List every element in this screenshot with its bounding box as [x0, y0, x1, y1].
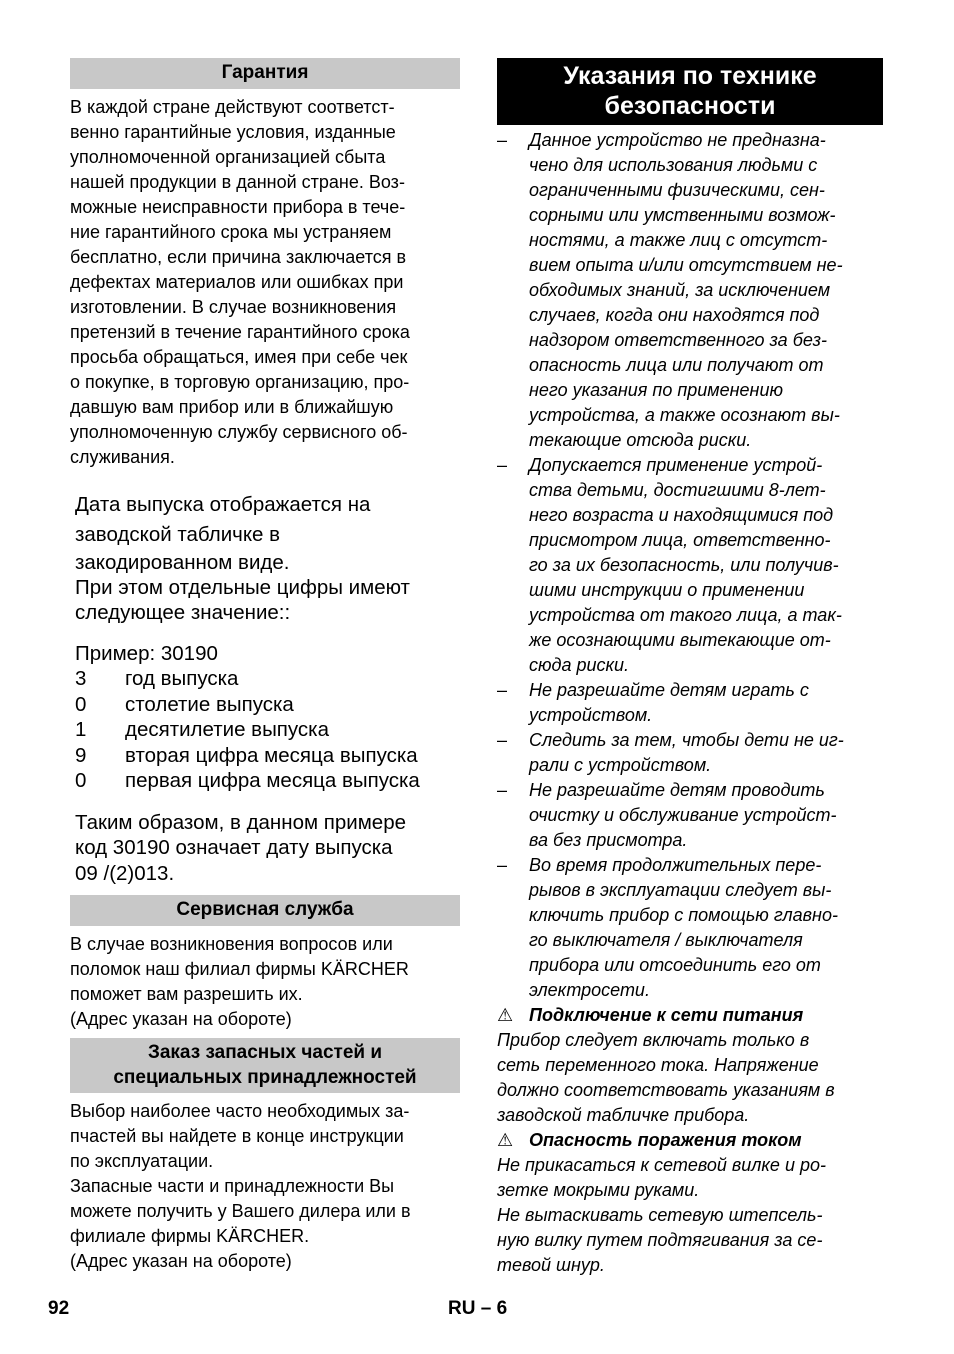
text-line: шими инструкции о применении — [529, 580, 805, 600]
digit-row — [75, 666, 460, 692]
power-warning — [497, 1003, 883, 1128]
text-line: него указания по применению — [529, 380, 783, 400]
dash-marker: – — [497, 680, 508, 700]
date-example: Пример: 30190 — [75, 642, 218, 665]
text-line: следующее значение:: — [75, 601, 291, 624]
digit-row — [75, 743, 460, 769]
digit: 3 — [75, 667, 87, 690]
text-line: можные неисправности прибора в тече- — [70, 197, 406, 217]
heading-line: Заказ запасных частей и — [147, 1042, 383, 1063]
list-item — [497, 128, 883, 453]
text-line: 09 /(2)013. — [75, 861, 175, 885]
text-line: обходимых знаний, за исключением — [529, 280, 831, 300]
digit: 0 — [75, 692, 87, 716]
text-line: тевой шнур. — [497, 1255, 605, 1275]
text-line: нашей продукции в данной стране. Воз- — [70, 172, 405, 192]
heading-line: Указания по технике — [563, 62, 817, 90]
text-line: устройством. — [529, 705, 653, 725]
text-line: сюда риски. — [529, 655, 630, 675]
warning-title-text: Опасность поражения током — [529, 1130, 802, 1150]
text-line: В случае возникновения вопросов или — [70, 934, 393, 954]
text-line: чено для использования людьми с — [529, 155, 818, 175]
text-line: ностями, а также лиц с отсутст- — [529, 230, 828, 250]
text-line: должно соответствовать указаниям в — [497, 1080, 835, 1100]
text-line: ние гарантийного срока мы устраняем — [70, 222, 392, 242]
list-item — [497, 728, 883, 778]
text-line: сеть переменного тока. Напряжение — [497, 1055, 819, 1075]
page-number: 92 — [48, 1298, 70, 1319]
warning-title — [497, 1128, 883, 1153]
text-line: поломок наш филиал фирмы KÄRCHER — [70, 959, 409, 979]
text-line: (Адрес указан на обороте) — [70, 1009, 292, 1029]
digit-meaning: год выпуска — [125, 667, 239, 690]
text-line: Не разрешайте детям играть с — [529, 680, 809, 700]
text-line: Данное устройство не предназна- — [529, 130, 826, 150]
text-line: поможет вам разрешить их. — [70, 984, 303, 1004]
text-line: надзором ответственного за без- — [529, 330, 827, 350]
text-line: ства детьми, достигшими 8-лет- — [529, 480, 826, 500]
digit: 1 — [75, 718, 87, 741]
section-page-label: RU – 6 — [448, 1298, 508, 1319]
shock-warning — [497, 1128, 883, 1278]
warranty-section — [70, 58, 460, 470]
text-line: него возраста и находящимися под — [529, 505, 834, 525]
production-date-section — [70, 490, 460, 886]
text-line: по эксплуатации. — [70, 1151, 214, 1171]
text-line: текающие отсюда риски. — [529, 430, 752, 450]
text-line: уполномоченную службу сервисного об- — [70, 422, 408, 442]
dash-marker: – — [497, 455, 508, 475]
digit: 9 — [75, 743, 87, 767]
digit-meaning: вторая цифра месяца выпуска — [125, 743, 418, 767]
text-line: Запасные части и принадлежности Вы — [70, 1176, 395, 1196]
text-line: прибора или отсоединить его от — [529, 955, 821, 975]
text-line: Следить за тем, чтобы дети не иг- — [529, 730, 844, 750]
spare-parts-section — [70, 1038, 460, 1274]
text-line: устройства, а также осознают вы- — [529, 405, 840, 425]
text-line: рали с устройством. — [529, 755, 712, 775]
text-line: Допускается применение устрой- — [529, 455, 823, 475]
text-line: рывов в эксплуатации следует вы- — [529, 880, 832, 900]
date-explanation — [75, 490, 460, 625]
text-line: вием опыта и/или отсутствием не- — [529, 255, 843, 275]
service-heading: Сервисная служба — [70, 895, 460, 926]
text-line: изготовлении. В случае возникновения — [70, 297, 397, 317]
warranty-text — [70, 95, 460, 470]
warning-triangle-icon: ⚠ — [497, 1005, 514, 1025]
text-line: претензий в течение гарантийного срока — [70, 322, 410, 342]
text-line: заводской табличке прибора. — [497, 1105, 750, 1125]
digit-row — [75, 768, 460, 794]
safety-list — [497, 128, 883, 1003]
text-line: закодированном виде. — [75, 551, 290, 574]
warning-title-text: Подключение к сети питания — [529, 1005, 804, 1025]
text-line: В каждой стране действуют соответст- — [70, 97, 395, 117]
list-item — [497, 853, 883, 1003]
warning-title — [497, 1003, 883, 1028]
text-line: При этом отдельные цифры имеют — [75, 576, 410, 599]
digit: 0 — [75, 769, 87, 792]
digit-meaning: столетие выпуска — [125, 692, 294, 716]
text-line: случаев, когда они находятся под — [529, 305, 820, 325]
text-line: код 30190 означает дату выпуска — [75, 836, 393, 859]
text-line: Не разрешайте детям проводить — [529, 780, 825, 800]
text-line: зетке мокрыми руками. — [497, 1180, 700, 1200]
text-line: давшую вам прибор или в ближайшую — [70, 397, 394, 417]
text-line: ва без присмотра. — [529, 830, 688, 850]
warning-triangle-icon: ⚠ — [497, 1130, 514, 1150]
service-section — [70, 895, 460, 1032]
heading-line: безопасности — [604, 92, 776, 120]
text-line: Таким образом, в данном примере — [75, 810, 407, 834]
text-line: (Адрес указан на обороте) — [70, 1251, 292, 1271]
text-line: венно гарантийные условия, изданные — [70, 122, 396, 142]
text-line: же осознающими вытекающие от- — [529, 630, 831, 650]
text-line: о покупке, в торговую организацию, про- — [70, 372, 410, 392]
spare-parts-text — [70, 1099, 460, 1274]
list-item — [497, 453, 883, 678]
text-line: го за их безопасность, или получив- — [529, 555, 839, 575]
text-line: ную вилку путем подтягивания за се- — [497, 1230, 823, 1250]
service-text — [70, 932, 460, 1032]
text-line: ключить прибор с помощью главно- — [529, 905, 838, 925]
text-line: Прибор следует включать только в — [497, 1030, 810, 1050]
spare-parts-heading — [70, 1038, 460, 1093]
text-line: опасность лица или получают от — [529, 355, 824, 375]
text-line: просьба обращаться, имея при себе чек — [70, 347, 408, 367]
text-line: электросети. — [529, 980, 650, 1000]
text-line: Не прикасаться к сетевой вилке и ро- — [497, 1155, 826, 1175]
text-line: сорными или умственными возмож- — [529, 205, 836, 225]
text-line: очистку и обслуживание устройст- — [529, 805, 837, 825]
digit-list — [70, 666, 460, 794]
digit-meaning: первая цифра месяца выпуска — [125, 769, 420, 792]
text-line: можете получить у Вашего дилера или в — [70, 1201, 411, 1221]
text-line: Не вытаскивать сетевую штепсель- — [497, 1205, 823, 1225]
text-line: дефектах материалов или ошибках при — [70, 272, 404, 292]
heading-line: специальных принадлежностей — [113, 1067, 417, 1088]
dash-marker: – — [497, 855, 508, 875]
left-column — [70, 58, 460, 1274]
text-line: Выбор наиболее часто необходимых за- — [70, 1101, 410, 1121]
digit-row — [75, 692, 460, 718]
digit-meaning: десятилетие выпуска — [125, 718, 329, 741]
dash-marker: – — [497, 780, 508, 800]
list-item — [497, 678, 883, 728]
text-line: заводской табличке в — [75, 523, 281, 546]
safety-heading — [497, 58, 883, 125]
text-line: пчастей вы найдете в конце инструкции — [70, 1126, 404, 1146]
text-line: Дата выпуска отображается на — [75, 493, 371, 516]
right-column — [497, 58, 883, 1278]
list-item — [497, 778, 883, 853]
text-line: устройства от такого лица, а так- — [529, 605, 842, 625]
text-line: Во время продолжительных пере- — [529, 855, 822, 875]
text-line: служивания. — [70, 447, 175, 467]
text-line: го выключателя / выключателя — [529, 930, 803, 950]
text-line: филиале фирмы KÄRCHER. — [70, 1226, 310, 1246]
date-summary — [75, 810, 460, 887]
dash-marker: – — [497, 130, 508, 150]
digit-row — [75, 717, 460, 743]
text-line: ограниченными физическими, сен- — [529, 180, 825, 200]
dash-marker: – — [497, 730, 508, 750]
text-line: уполномоченной организацией сбыта — [70, 147, 386, 167]
text-line: бесплатно, если причина заключается в — [70, 247, 407, 267]
text-line: присмотром лица, ответственно- — [529, 530, 831, 550]
warranty-heading: Гарантия — [70, 58, 460, 89]
